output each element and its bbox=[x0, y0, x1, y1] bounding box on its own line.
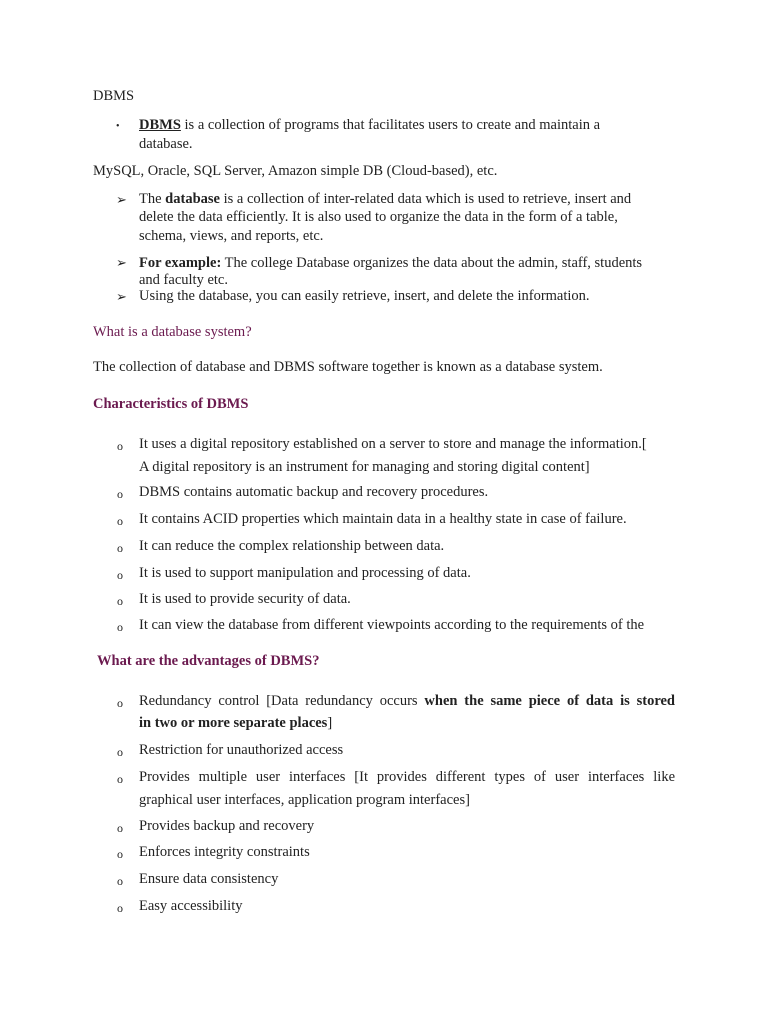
advantage-1-line1 bbox=[139, 693, 675, 710]
circle-bullet-icon: o bbox=[117, 874, 123, 888]
advantage-4: Provides backup and recovery bbox=[139, 818, 315, 834]
advantage-6: Ensure data consistency bbox=[139, 871, 279, 887]
characteristic-5: It is used to support manipulation and processing of data. bbox=[139, 565, 471, 581]
circle-bullet-icon: o bbox=[117, 541, 123, 555]
arrow-item-1-bold: database bbox=[165, 191, 220, 207]
arrow-item-1-pre: The bbox=[139, 191, 166, 207]
arrow-item-2-line1 bbox=[139, 255, 642, 272]
advantage-3-line1: Provides multiple user interfaces [It provides different types of user interfaces like bbox=[139, 769, 675, 785]
characteristic-3: It contains ACID properties which maintain data in a healthy state in case of failure. bbox=[139, 511, 627, 527]
arrow-item-2-bold: For example: bbox=[139, 255, 222, 271]
examples-line: MySQL, Oracle, SQL Server, Amazon simple DB (Cloud-based), etc. bbox=[93, 163, 498, 179]
bullet-icon: • bbox=[116, 121, 120, 132]
characteristic-2: DBMS contains automatic backup and recovery procedures. bbox=[139, 484, 489, 500]
advantage-1-bold1: when the same piece of data is stored bbox=[424, 693, 675, 709]
arrow-item-1-line2: delete the data efficiently. It is also used to organize the data in the form of a table, bbox=[139, 209, 618, 225]
advantage-3-line2: graphical user interfaces, application program interfaces] bbox=[139, 792, 470, 808]
definition-term: DBMS bbox=[139, 117, 181, 133]
definition-line1 bbox=[139, 117, 600, 134]
circle-bullet-icon: o bbox=[117, 620, 123, 634]
circle-bullet-icon: o bbox=[117, 901, 123, 915]
characteristic-6: It is used to provide security of data. bbox=[139, 591, 351, 607]
characteristic-1-line2: A digital repository is an instrument for managing and storing digital content] bbox=[139, 459, 590, 475]
advantages-heading: What are the advantages of DBMS? bbox=[97, 653, 320, 669]
characteristic-1-line1: It uses a digital repository established on a server to store and manage the information.[ bbox=[139, 436, 647, 452]
arrow-item-1-line3: schema, views, and reports, etc. bbox=[139, 228, 324, 244]
arrow-item-3-line1: Using the database, you can easily retrieve, insert, and delete the information. bbox=[139, 288, 590, 304]
advantage-5: Enforces integrity constraints bbox=[139, 844, 310, 860]
arrow-bullet-icon: ➢ bbox=[116, 256, 127, 271]
advantage-1-line2 bbox=[139, 715, 332, 732]
circle-bullet-icon: o bbox=[117, 772, 123, 786]
advantage-2: Restriction for unauthorized access bbox=[139, 742, 344, 758]
advantage-1-bold2: in two or more separate places bbox=[139, 715, 328, 731]
db-system-heading: What is a database system? bbox=[93, 324, 252, 340]
characteristic-4: It can reduce the complex relationship between data. bbox=[139, 538, 445, 554]
arrow-item-2-line2: and faculty etc. bbox=[139, 272, 228, 288]
circle-bullet-icon: o bbox=[117, 594, 123, 608]
advantage-1-end: ] bbox=[327, 715, 333, 731]
definition-line2: database. bbox=[139, 136, 193, 152]
circle-bullet-icon: o bbox=[117, 487, 123, 501]
definition-text-1: is a collection of programs that facilitates users to create and maintain a bbox=[180, 117, 601, 133]
arrow-item-2-rest: The college Database organizes the data about the admin, staff, students bbox=[221, 255, 643, 271]
advantage-7: Easy accessibility bbox=[139, 898, 243, 914]
circle-bullet-icon: o bbox=[117, 568, 123, 582]
characteristic-7: It can view the database from different viewpoints according to the requirements of the bbox=[139, 617, 645, 633]
db-system-text: The collection of database and DBMS software together is known as a database system. bbox=[93, 359, 603, 375]
circle-bullet-icon: o bbox=[117, 745, 123, 759]
characteristics-heading: Characteristics of DBMS bbox=[93, 396, 249, 412]
circle-bullet-icon: o bbox=[117, 696, 123, 710]
arrow-bullet-icon: ➢ bbox=[116, 193, 127, 208]
arrow-item-1-rest: is a collection of inter-related data which is used to retrieve, insert and bbox=[219, 191, 632, 207]
page-heading: DBMS bbox=[93, 88, 135, 104]
circle-bullet-icon: o bbox=[117, 847, 123, 861]
arrow-item-1-line1 bbox=[139, 191, 631, 208]
circle-bullet-icon: o bbox=[117, 439, 123, 453]
advantage-1-pre: Redundancy control [Data redundancy occurs bbox=[139, 693, 425, 709]
circle-bullet-icon: o bbox=[117, 821, 123, 835]
arrow-bullet-icon: ➢ bbox=[116, 290, 127, 305]
circle-bullet-icon: o bbox=[117, 514, 123, 528]
